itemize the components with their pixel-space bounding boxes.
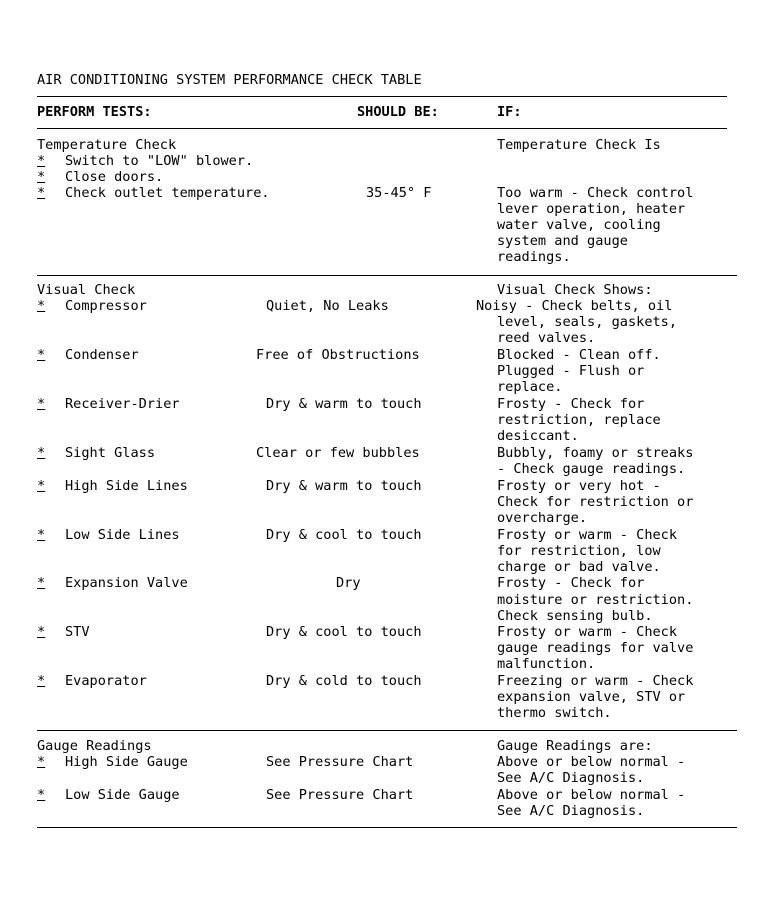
visual-item: Condenser (65, 347, 139, 363)
bullet-star-icon: * (37, 396, 46, 412)
visual-if-line: desiccant. (497, 428, 579, 444)
header-if: IF: (497, 104, 522, 120)
gauge-should: See Pressure Chart (266, 754, 414, 770)
bullet-star-icon: * (37, 624, 46, 640)
visual-if-line: moisture or restriction. (497, 592, 694, 608)
temperature-step: Switch to "LOW" blower. (65, 153, 254, 169)
visual-if-heading: Visual Check Shows: (497, 282, 653, 298)
visual-should: Dry & cool to touch (266, 624, 422, 640)
visual-should: Quiet, No Leaks (266, 298, 389, 314)
gauge-if-line: See A/C Diagnosis. (497, 770, 645, 786)
visual-item: STV (65, 624, 90, 640)
header-perform-tests: PERFORM TESTS: (37, 104, 152, 120)
visual-if-line: Frosty or very hot - (497, 478, 661, 494)
bullet-star-icon: * (37, 347, 46, 363)
temperature-if-heading: Temperature Check Is (497, 137, 661, 153)
gauge-if-heading: Gauge Readings are: (497, 738, 653, 754)
visual-should: Dry (336, 575, 361, 591)
visual-if-line: Frosty or warm - Check (497, 527, 678, 543)
visual-if-line: Plugged - Flush or (497, 363, 645, 379)
visual-if-line: Frosty - Check for (497, 575, 645, 591)
visual-if-line: overcharge. (497, 510, 588, 526)
visual-if-line: - Check gauge readings. (497, 461, 686, 477)
table-bottom-divider (37, 827, 737, 828)
visual-item: Compressor (65, 298, 147, 314)
visual-if-line: gauge readings for valve (497, 640, 694, 656)
bullet-star-icon: * (37, 575, 46, 591)
bullet-star-icon: * (37, 185, 46, 201)
section-divider (37, 730, 737, 731)
visual-if-line: Freezing or warm - Check (497, 673, 694, 689)
visual-if-line: malfunction. (497, 656, 596, 672)
temperature-should: 35-45° F (366, 185, 432, 201)
visual-item: High Side Lines (65, 478, 188, 494)
visual-item: Expansion Valve (65, 575, 188, 591)
gauge-item: Low Side Gauge (65, 787, 180, 803)
bullet-star-icon: * (37, 298, 46, 314)
visual-item: Evaporator (65, 673, 147, 689)
visual-item: Receiver-Drier (65, 396, 180, 412)
bullet-star-icon: * (37, 169, 46, 185)
visual-should: Dry & cool to touch (266, 527, 422, 543)
visual-if-line: Noisy - Check belts, oil (476, 298, 673, 314)
section-divider (37, 275, 737, 276)
page-title: AIR CONDITIONING SYSTEM PERFORMANCE CHECK TABLE (37, 72, 422, 88)
visual-if-line: charge or bad valve. (497, 559, 661, 575)
visual-item: Sight Glass (65, 445, 156, 461)
temperature-if-line: Too warm - Check control (497, 185, 694, 201)
bullet-star-icon: * (37, 787, 46, 803)
visual-if-line: Check for restriction or (497, 494, 694, 510)
gauge-item: High Side Gauge (65, 754, 188, 770)
visual-if-line: Bubbly, foamy or streaks (497, 445, 694, 461)
visual-if-line: restriction, replace (497, 412, 661, 428)
visual-should: Free of Obstructions (256, 347, 420, 363)
visual-if-line: Check sensing bulb. (497, 608, 653, 624)
visual-if-line: replace. (497, 379, 563, 395)
visual-heading: Visual Check (37, 282, 136, 298)
temperature-if-line: system and gauge (497, 233, 628, 249)
temperature-step: Check outlet temperature. (65, 185, 270, 201)
visual-if-line: expansion valve, STV or (497, 689, 686, 705)
visual-item: Low Side Lines (65, 527, 180, 543)
gauge-should: See Pressure Chart (266, 787, 414, 803)
bullet-star-icon: * (37, 153, 46, 169)
gauge-if-line: Above or below normal - (497, 754, 686, 770)
temperature-if-line: water valve, cooling (497, 217, 661, 233)
title-divider (37, 96, 727, 97)
gauge-heading: Gauge Readings (37, 738, 152, 754)
header-divider (37, 128, 727, 129)
visual-if-line: for restriction, low (497, 543, 661, 559)
temperature-step: Close doors. (65, 169, 164, 185)
bullet-star-icon: * (37, 527, 46, 543)
visual-should: Dry & warm to touch (266, 396, 422, 412)
visual-if-line: level, seals, gaskets, (497, 314, 678, 330)
visual-should: Dry & warm to touch (266, 478, 422, 494)
bullet-star-icon: * (37, 478, 46, 494)
visual-if-line: Frosty or warm - Check (497, 624, 678, 640)
visual-should: Clear or few bubbles (256, 445, 420, 461)
visual-should: Dry & cold to touch (266, 673, 422, 689)
gauge-if-line: See A/C Diagnosis. (497, 803, 645, 819)
header-should-be: SHOULD BE: (357, 104, 439, 120)
gauge-if-line: Above or below normal - (497, 787, 686, 803)
visual-if-line: thermo switch. (497, 705, 612, 721)
temperature-if-line: readings. (497, 249, 571, 265)
visual-if-line: reed valves. (497, 330, 596, 346)
bullet-star-icon: * (37, 673, 46, 689)
bullet-star-icon: * (37, 754, 46, 770)
visual-if-line: Blocked - Clean off. (497, 347, 661, 363)
temperature-if-line: lever operation, heater (497, 201, 686, 217)
temperature-heading: Temperature Check (37, 137, 177, 153)
bullet-star-icon: * (37, 445, 46, 461)
visual-if-line: Frosty - Check for (497, 396, 645, 412)
